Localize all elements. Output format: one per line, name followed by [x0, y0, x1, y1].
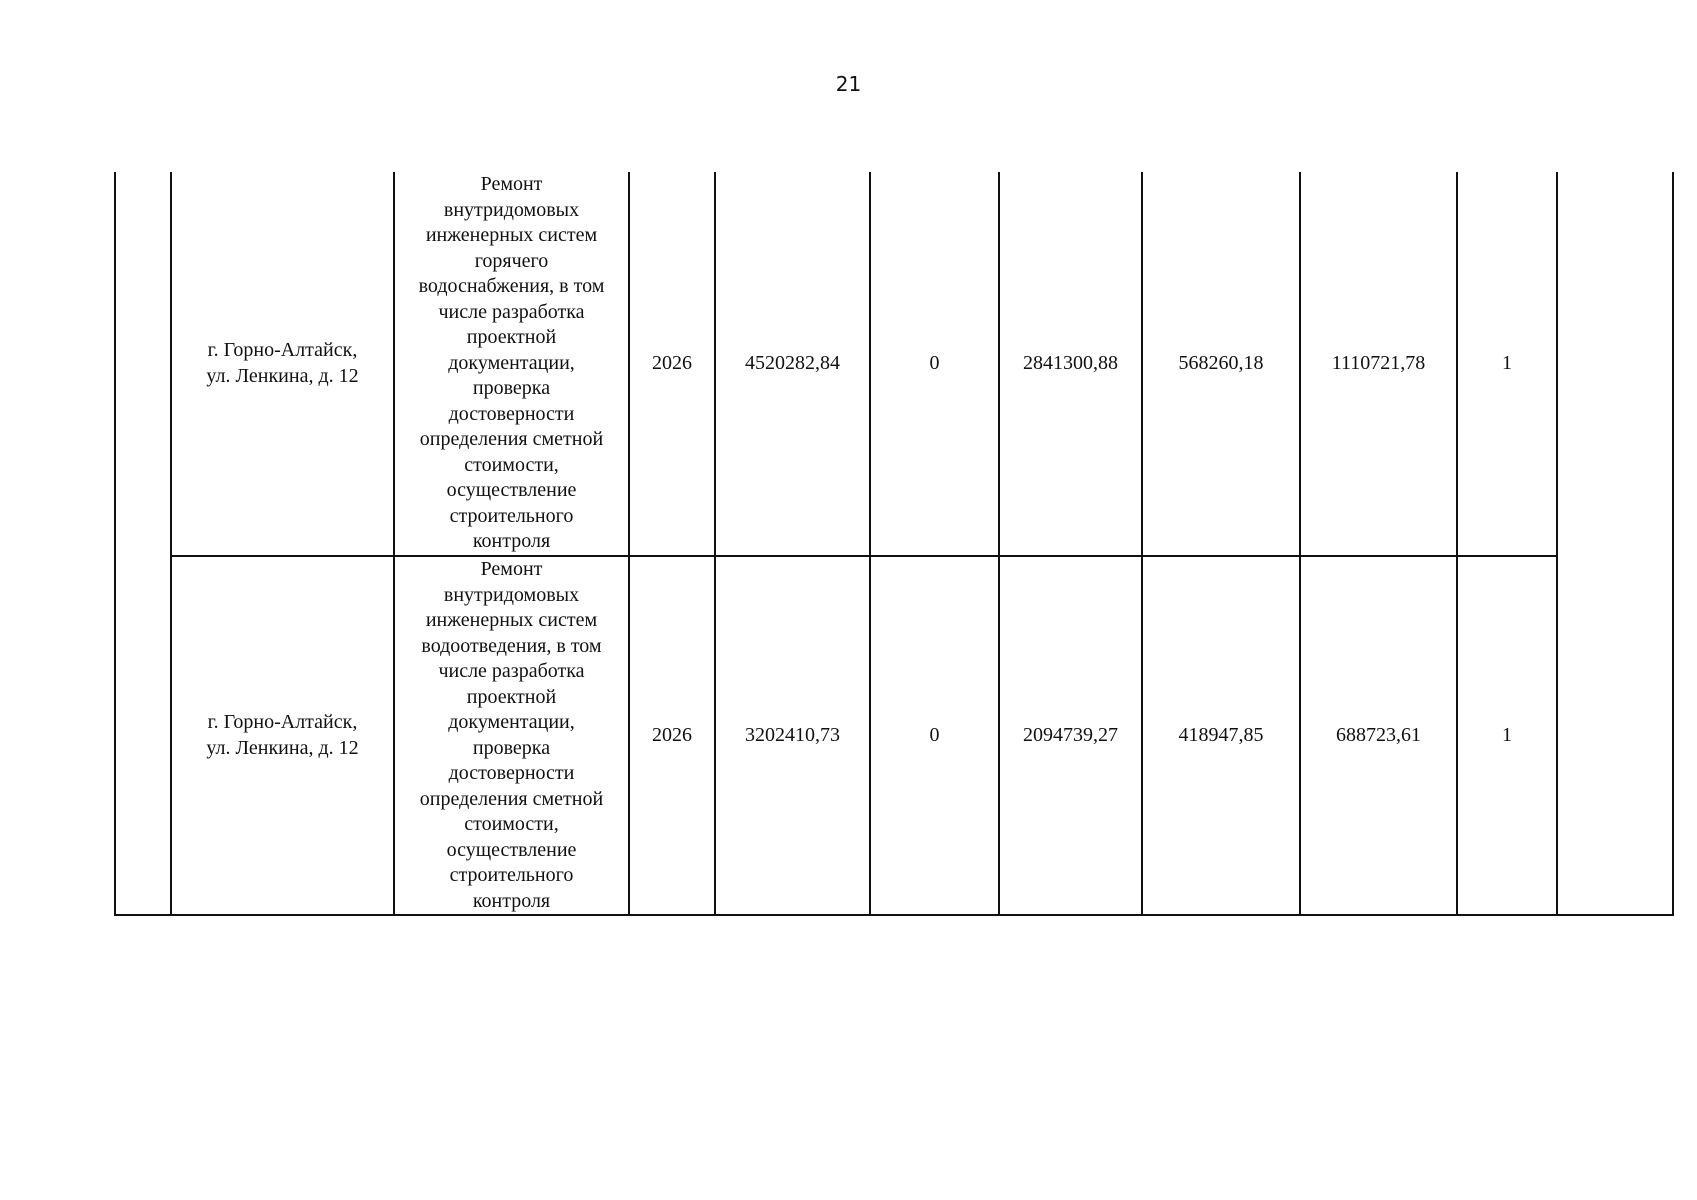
works-table: [114, 172, 1674, 916]
amount-cell: 2841300,88: [1023, 351, 1118, 374]
year-cell: 2026: [652, 351, 692, 374]
amount-cell: 2094739,27: [1023, 723, 1118, 746]
amount-cell: 1110721,78: [1331, 351, 1426, 374]
amount-cell: 0: [929, 723, 940, 746]
table-outer-right-border: [1672, 172, 1674, 916]
year-cell: 2026: [652, 723, 692, 746]
work-description-cell: Ремонт внутридомовых инженерных систем водоотведения, в том числе разработка проектной документации, проверка достоверности определения сметной стоимости, осуществление строительного контроля: [419, 558, 604, 912]
amount-cell: 0: [929, 351, 940, 374]
count-cell: 1: [1502, 723, 1512, 746]
table-column-divider: [1556, 172, 1558, 916]
total-cost-cell: 4520282,84: [745, 351, 840, 374]
address-cell: г. Горно-Алтайск, ул. Ленкина, д. 12: [206, 711, 359, 759]
total-cost-cell: 3202410,73: [745, 723, 840, 746]
table-outer-left-border: [114, 172, 116, 916]
amount-cell: 688723,61: [1336, 723, 1421, 746]
table-bottom-border: [114, 914, 1674, 916]
amount-cell: 568260,18: [1178, 351, 1264, 374]
amount-cell: 418947,85: [1178, 723, 1264, 746]
page-number: 21: [835, 72, 862, 96]
count-cell: 1: [1502, 351, 1512, 374]
address-cell: г. Горно-Алтайск, ул. Ленкина, д. 12: [206, 339, 359, 387]
work-description-cell: Ремонт внутридомовых инженерных систем горячего водоснабжения, в том числе разработка проектной документации, проверка достоверности определения сметной стоимости, осуществление строительного контроля: [418, 173, 605, 553]
